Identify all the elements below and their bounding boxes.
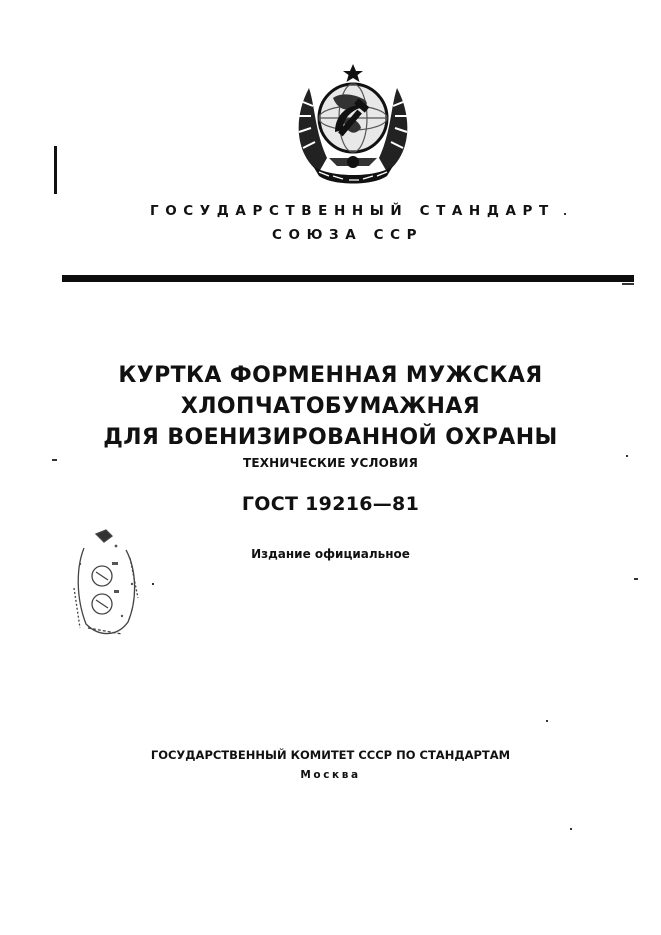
edition-note: Издание официальное xyxy=(251,547,410,561)
header-ussr: СОЮЗА ССР xyxy=(272,227,424,243)
title-line-3: ДЛЯ ВОЕНИЗИРОВАННОЙ ОХРАНЫ xyxy=(103,425,558,450)
scan-speck xyxy=(546,720,548,722)
scan-speck xyxy=(152,583,154,585)
header-state-standard: ГОСУДАРСТВЕННЫЙ СТАНДАРТ xyxy=(150,203,555,219)
title-line-2: ХЛОПЧАТОБУМАЖНАЯ xyxy=(180,394,481,419)
title-line-1: КУРТКА ФОРМЕННАЯ МУЖСКАЯ xyxy=(118,363,543,388)
ussr-state-emblem-icon xyxy=(289,62,417,186)
document-title xyxy=(0,360,661,453)
scan-speck xyxy=(622,283,634,285)
gost-designation: ГОСТ 19216—81 xyxy=(241,493,420,515)
scan-speck xyxy=(626,455,628,457)
publisher-city: Москва xyxy=(300,769,361,781)
scan-speck xyxy=(564,213,566,215)
library-stamp-icon xyxy=(66,528,146,640)
margin-mark xyxy=(54,146,57,194)
scan-speck xyxy=(52,459,57,461)
publisher-name: ГОСУДАРСТВЕННЫЙ КОМИТЕТ СССР ПО СТАНДАРТАМ xyxy=(150,748,511,762)
scan-speck xyxy=(570,828,572,830)
document-subtitle: ТЕХНИЧЕСКИЕ УСЛОВИЯ xyxy=(242,456,419,470)
header-divider xyxy=(62,275,634,282)
scan-speck xyxy=(634,578,638,580)
